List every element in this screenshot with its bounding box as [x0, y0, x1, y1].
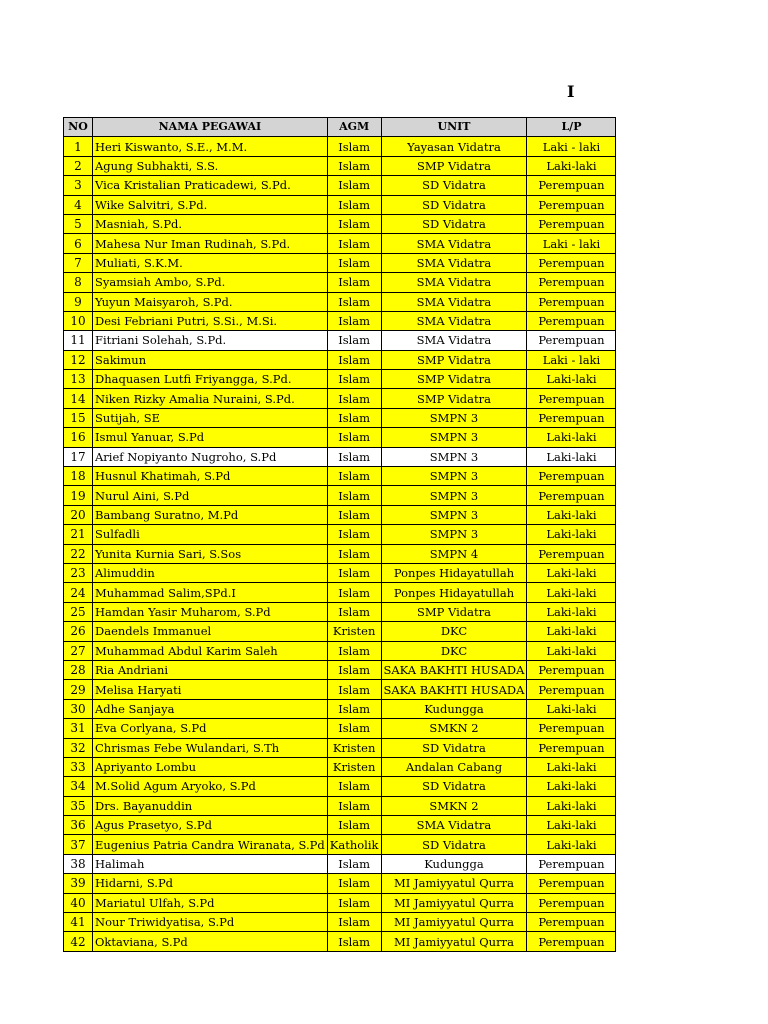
cell-agm: Islam: [327, 331, 381, 350]
cell-name: Daendels Immanuel: [93, 622, 328, 641]
cell-unit: SMP Vidatra: [381, 370, 527, 389]
cell-no: 3: [64, 176, 93, 195]
table-row: [64, 874, 616, 893]
cell-no: 37: [64, 835, 93, 854]
employee-table: [63, 117, 616, 952]
cell-unit: SMPN 3: [381, 525, 527, 544]
cell-no: 30: [64, 699, 93, 718]
table-row: [64, 253, 616, 272]
cell-agm: Islam: [327, 195, 381, 214]
cell-lp: Perempuan: [527, 176, 616, 195]
table-row: [64, 563, 616, 582]
cell-name: Arief Nopiyanto Nugroho, S.Pd: [93, 447, 328, 466]
cell-unit: Kudungga: [381, 854, 527, 873]
cell-unit: SMPN 3: [381, 408, 527, 427]
cell-name: Wike Salvitri, S.Pd.: [93, 195, 328, 214]
cell-unit: SMPN 3: [381, 467, 527, 486]
cell-agm: Kristen: [327, 738, 381, 757]
cell-name: Eva Corlyana, S.Pd: [93, 719, 328, 738]
cell-name: Sutijah, SE: [93, 408, 328, 427]
cell-no: 2: [64, 156, 93, 175]
cell-lp: Laki-laki: [527, 602, 616, 621]
cell-name: Syamsiah Ambo, S.Pd.: [93, 273, 328, 292]
cell-agm: Islam: [327, 137, 381, 156]
cell-no: 38: [64, 854, 93, 873]
table-row: [64, 777, 616, 796]
cell-no: 34: [64, 777, 93, 796]
cell-no: 31: [64, 719, 93, 738]
cell-lp: Laki-laki: [527, 835, 616, 854]
cell-no: 20: [64, 505, 93, 524]
cell-name: Mahesa Nur Iman Rudinah, S.Pd.: [93, 234, 328, 253]
table-row: [64, 195, 616, 214]
cell-no: 29: [64, 680, 93, 699]
cell-no: 22: [64, 544, 93, 563]
table-row: [64, 505, 616, 524]
cell-no: 21: [64, 525, 93, 544]
cell-lp: Laki - laki: [527, 234, 616, 253]
table-row: [64, 757, 616, 776]
cell-agm: Islam: [327, 311, 381, 330]
table-row: [64, 641, 616, 660]
cell-lp: Perempuan: [527, 913, 616, 932]
cell-agm: Islam: [327, 350, 381, 369]
cell-lp: Laki-laki: [527, 525, 616, 544]
cell-lp: Perempuan: [527, 932, 616, 951]
cell-unit: SMP Vidatra: [381, 350, 527, 369]
cell-agm: Islam: [327, 156, 381, 175]
cell-name: Nurul Aini, S.Pd: [93, 486, 328, 505]
cell-name: Hamdan Yasir Muharom, S.Pd: [93, 602, 328, 621]
cell-name: Halimah: [93, 854, 328, 873]
cell-lp: Perempuan: [527, 467, 616, 486]
cell-unit: SD Vidatra: [381, 176, 527, 195]
cell-agm: Islam: [327, 699, 381, 718]
table-row: [64, 583, 616, 602]
cell-unit: SD Vidatra: [381, 738, 527, 757]
cell-lp: Perempuan: [527, 486, 616, 505]
cell-no: 40: [64, 893, 93, 912]
cell-lp: Perempuan: [527, 273, 616, 292]
table-row: [64, 622, 616, 641]
cell-agm: Islam: [327, 505, 381, 524]
cell-lp: Laki-laki: [527, 447, 616, 466]
cell-agm: Islam: [327, 583, 381, 602]
cell-unit: Ponpes Hidayatullah: [381, 583, 527, 602]
cell-no: 41: [64, 913, 93, 932]
cell-name: Desi Febriani Putri, S.Si., M.Si.: [93, 311, 328, 330]
cell-name: Ria Andriani: [93, 660, 328, 679]
cell-agm: Kristen: [327, 622, 381, 641]
table-row: [64, 893, 616, 912]
cell-lp: Perempuan: [527, 331, 616, 350]
cell-unit: Yayasan Vidatra: [381, 137, 527, 156]
cell-lp: Perempuan: [527, 195, 616, 214]
cell-name: Masniah, S.Pd.: [93, 214, 328, 233]
cell-agm: Islam: [327, 234, 381, 253]
header-no: NO: [64, 118, 93, 137]
table-row: [64, 176, 616, 195]
cell-unit: DKC: [381, 641, 527, 660]
cell-agm: Islam: [327, 176, 381, 195]
header-lp: L/P: [527, 118, 616, 137]
cell-agm: Islam: [327, 408, 381, 427]
cell-unit: SMKN 2: [381, 796, 527, 815]
cell-unit: Kudungga: [381, 699, 527, 718]
cell-lp: Laki-laki: [527, 156, 616, 175]
cell-name: Bambang Suratno, M.Pd: [93, 505, 328, 524]
cell-unit: DKC: [381, 622, 527, 641]
cell-name: Mariatul Ulfah, S.Pd: [93, 893, 328, 912]
cell-unit: SMA Vidatra: [381, 234, 527, 253]
cell-agm: Islam: [327, 214, 381, 233]
cell-name: Husnul Khatimah, S.Pd: [93, 467, 328, 486]
cell-lp: Laki-laki: [527, 757, 616, 776]
cell-name: Vica Kristalian Praticadewi, S.Pd.: [93, 176, 328, 195]
cell-agm: Islam: [327, 370, 381, 389]
cell-no: 19: [64, 486, 93, 505]
table-row: [64, 389, 616, 408]
cell-no: 6: [64, 234, 93, 253]
cell-name: M.Solid Agum Aryoko, S.Pd: [93, 777, 328, 796]
cell-agm: Islam: [327, 447, 381, 466]
cell-unit: MI Jamiyyatul Qurra: [381, 932, 527, 951]
table-row: [64, 273, 616, 292]
cell-unit: SMA Vidatra: [381, 253, 527, 272]
cell-lp: Perempuan: [527, 854, 616, 873]
cell-no: 8: [64, 273, 93, 292]
cell-unit: SMPN 3: [381, 428, 527, 447]
cell-lp: Laki-laki: [527, 563, 616, 582]
cell-name: Yunita Kurnia Sari, S.Sos: [93, 544, 328, 563]
cell-unit: SMA Vidatra: [381, 292, 527, 311]
cell-name: Heri Kiswanto, S.E., M.M.: [93, 137, 328, 156]
cell-agm: Islam: [327, 816, 381, 835]
cell-lp: Laki-laki: [527, 622, 616, 641]
header-agm: AGM: [327, 118, 381, 137]
cell-no: 14: [64, 389, 93, 408]
cell-unit: SD Vidatra: [381, 777, 527, 796]
cell-agm: Islam: [327, 602, 381, 621]
cell-no: 26: [64, 622, 93, 641]
table-row: [64, 311, 616, 330]
cell-unit: SMPN 3: [381, 486, 527, 505]
cell-no: 35: [64, 796, 93, 815]
cell-lp: Laki-laki: [527, 505, 616, 524]
cell-unit: Ponpes Hidayatullah: [381, 563, 527, 582]
cell-name: Hidarni, S.Pd: [93, 874, 328, 893]
cell-lp: Perempuan: [527, 253, 616, 272]
cell-lp: Laki - laki: [527, 350, 616, 369]
cell-lp: Perempuan: [527, 738, 616, 757]
cell-name: Alimuddin: [93, 563, 328, 582]
cell-name: Agus Prasetyo, S.Pd: [93, 816, 328, 835]
cell-name: Chrismas Febe Wulandari, S.Th: [93, 738, 328, 757]
cell-lp: Perempuan: [527, 893, 616, 912]
cell-unit: SMP Vidatra: [381, 156, 527, 175]
cell-unit: SD Vidatra: [381, 195, 527, 214]
cell-agm: Islam: [327, 273, 381, 292]
cell-name: Drs. Bayanuddin: [93, 796, 328, 815]
cell-no: 23: [64, 563, 93, 582]
cell-no: 32: [64, 738, 93, 757]
table-row: [64, 467, 616, 486]
cell-agm: Islam: [327, 874, 381, 893]
cell-name: Eugenius Patria Candra Wiranata, S.Pd: [93, 835, 328, 854]
cell-agm: Islam: [327, 544, 381, 563]
table-row: [64, 699, 616, 718]
cell-no: 39: [64, 874, 93, 893]
cell-unit: SMA Vidatra: [381, 816, 527, 835]
cell-unit: SMA Vidatra: [381, 273, 527, 292]
cell-lp: Perempuan: [527, 408, 616, 427]
cell-lp: Laki - laki: [527, 137, 616, 156]
cell-no: 11: [64, 331, 93, 350]
cell-unit: SD Vidatra: [381, 214, 527, 233]
cell-agm: Katholik: [327, 835, 381, 854]
cell-agm: Islam: [327, 428, 381, 447]
table-row: [64, 796, 616, 815]
cell-name: Sakimun: [93, 350, 328, 369]
table-header-row: [64, 118, 616, 137]
cell-agm: Islam: [327, 660, 381, 679]
cell-no: 42: [64, 932, 93, 951]
table-row: [64, 835, 616, 854]
cell-name: Niken Rizky Amalia Nuraini, S.Pd.: [93, 389, 328, 408]
cell-name: Melisa Haryati: [93, 680, 328, 699]
table-row: [64, 719, 616, 738]
cell-lp: Perempuan: [527, 544, 616, 563]
cell-no: 16: [64, 428, 93, 447]
cell-name: Fitriani Solehah, S.Pd.: [93, 331, 328, 350]
cell-agm: Islam: [327, 777, 381, 796]
cell-name: Apriyanto Lombu: [93, 757, 328, 776]
cell-name: Adhe Sanjaya: [93, 699, 328, 718]
cell-name: Ismul Yanuar, S.Pd: [93, 428, 328, 447]
table-row: [64, 486, 616, 505]
cell-agm: Islam: [327, 680, 381, 699]
cell-lp: Laki-laki: [527, 699, 616, 718]
cell-agm: Islam: [327, 854, 381, 873]
cell-no: 12: [64, 350, 93, 369]
cell-agm: Islam: [327, 719, 381, 738]
table-row: [64, 738, 616, 757]
cell-no: 5: [64, 214, 93, 233]
cell-no: 24: [64, 583, 93, 602]
cell-agm: Islam: [327, 913, 381, 932]
cell-agm: Islam: [327, 525, 381, 544]
cell-lp: Laki-laki: [527, 428, 616, 447]
cell-no: 17: [64, 447, 93, 466]
header-unit: UNIT: [381, 118, 527, 137]
cell-no: 33: [64, 757, 93, 776]
cell-agm: Islam: [327, 486, 381, 505]
cell-unit: SAKA BAKHTI HUSADA: [381, 660, 527, 679]
cell-lp: Perempuan: [527, 214, 616, 233]
cell-unit: SD Vidatra: [381, 835, 527, 854]
table-body: [64, 137, 616, 951]
table-row: [64, 816, 616, 835]
cell-name: Oktaviana, S.Pd: [93, 932, 328, 951]
table-row: [64, 214, 616, 233]
cell-unit: SMKN 2: [381, 719, 527, 738]
cell-no: 10: [64, 311, 93, 330]
cell-lp: Perempuan: [527, 311, 616, 330]
cell-lp: Perempuan: [527, 719, 616, 738]
cell-lp: Perempuan: [527, 680, 616, 699]
cell-no: 15: [64, 408, 93, 427]
cell-unit: SAKA BAKHTI HUSADA: [381, 680, 527, 699]
cell-agm: Islam: [327, 389, 381, 408]
cell-lp: Perempuan: [527, 874, 616, 893]
cell-unit: SMP Vidatra: [381, 389, 527, 408]
cell-lp: Laki-laki: [527, 641, 616, 660]
cell-unit: SMPN 3: [381, 505, 527, 524]
cell-agm: Islam: [327, 467, 381, 486]
cell-name: Yuyun Maisyaroh, S.Pd.: [93, 292, 328, 311]
table-row: [64, 370, 616, 389]
cell-name: Muhammad Abdul Karim Saleh: [93, 641, 328, 660]
cell-name: Nour Triwidyatisa, S.Pd: [93, 913, 328, 932]
cell-lp: Laki-laki: [527, 796, 616, 815]
cell-unit: SMA Vidatra: [381, 331, 527, 350]
cell-lp: Perempuan: [527, 292, 616, 311]
table-row: [64, 680, 616, 699]
cell-agm: Islam: [327, 253, 381, 272]
cell-name: Agung Subhakti, S.S.: [93, 156, 328, 175]
cell-no: 36: [64, 816, 93, 835]
table-row: [64, 913, 616, 932]
table-row: [64, 854, 616, 873]
cell-agm: Islam: [327, 563, 381, 582]
table-row: [64, 544, 616, 563]
table-row: [64, 408, 616, 427]
cell-unit: SMPN 4: [381, 544, 527, 563]
cell-agm: Islam: [327, 932, 381, 951]
table-row: [64, 156, 616, 175]
cell-lp: Laki-laki: [527, 777, 616, 796]
cell-name: Muliati, S.K.M.: [93, 253, 328, 272]
cell-agm: Islam: [327, 292, 381, 311]
cell-no: 27: [64, 641, 93, 660]
cell-lp: Laki-laki: [527, 816, 616, 835]
table-row: [64, 292, 616, 311]
cell-unit: SMP Vidatra: [381, 602, 527, 621]
cell-unit: SMA Vidatra: [381, 311, 527, 330]
cell-unit: MI Jamiyyatul Qurra: [381, 874, 527, 893]
table-row: [64, 428, 616, 447]
cell-unit: MI Jamiyyatul Qurra: [381, 893, 527, 912]
cell-name: Muhammad Salim,SPd.I: [93, 583, 328, 602]
cell-lp: Laki-laki: [527, 370, 616, 389]
cell-agm: Islam: [327, 796, 381, 815]
table-row: [64, 234, 616, 253]
cell-no: 1: [64, 137, 93, 156]
table-row: [64, 660, 616, 679]
table-row: [64, 331, 616, 350]
cell-no: 7: [64, 253, 93, 272]
title-fragment: I: [567, 82, 575, 101]
table-row: [64, 602, 616, 621]
cell-lp: Perempuan: [527, 660, 616, 679]
table-row: [64, 137, 616, 156]
cell-lp: Laki-laki: [527, 583, 616, 602]
cell-unit: MI Jamiyyatul Qurra: [381, 913, 527, 932]
cell-no: 4: [64, 195, 93, 214]
cell-name: Sulfadli: [93, 525, 328, 544]
cell-agm: Islam: [327, 893, 381, 912]
table-row: [64, 525, 616, 544]
header-name: NAMA PEGAWAI: [93, 118, 328, 137]
cell-no: 13: [64, 370, 93, 389]
cell-no: 25: [64, 602, 93, 621]
cell-no: 18: [64, 467, 93, 486]
cell-no: 28: [64, 660, 93, 679]
cell-agm: Kristen: [327, 757, 381, 776]
table-row: [64, 932, 616, 951]
cell-unit: SMPN 3: [381, 447, 527, 466]
table-row: [64, 447, 616, 466]
cell-name: Dhaquasen Lutfi Friyangga, S.Pd.: [93, 370, 328, 389]
cell-lp: Perempuan: [527, 389, 616, 408]
table-row: [64, 350, 616, 369]
cell-agm: Islam: [327, 641, 381, 660]
cell-unit: Andalan Cabang: [381, 757, 527, 776]
cell-no: 9: [64, 292, 93, 311]
